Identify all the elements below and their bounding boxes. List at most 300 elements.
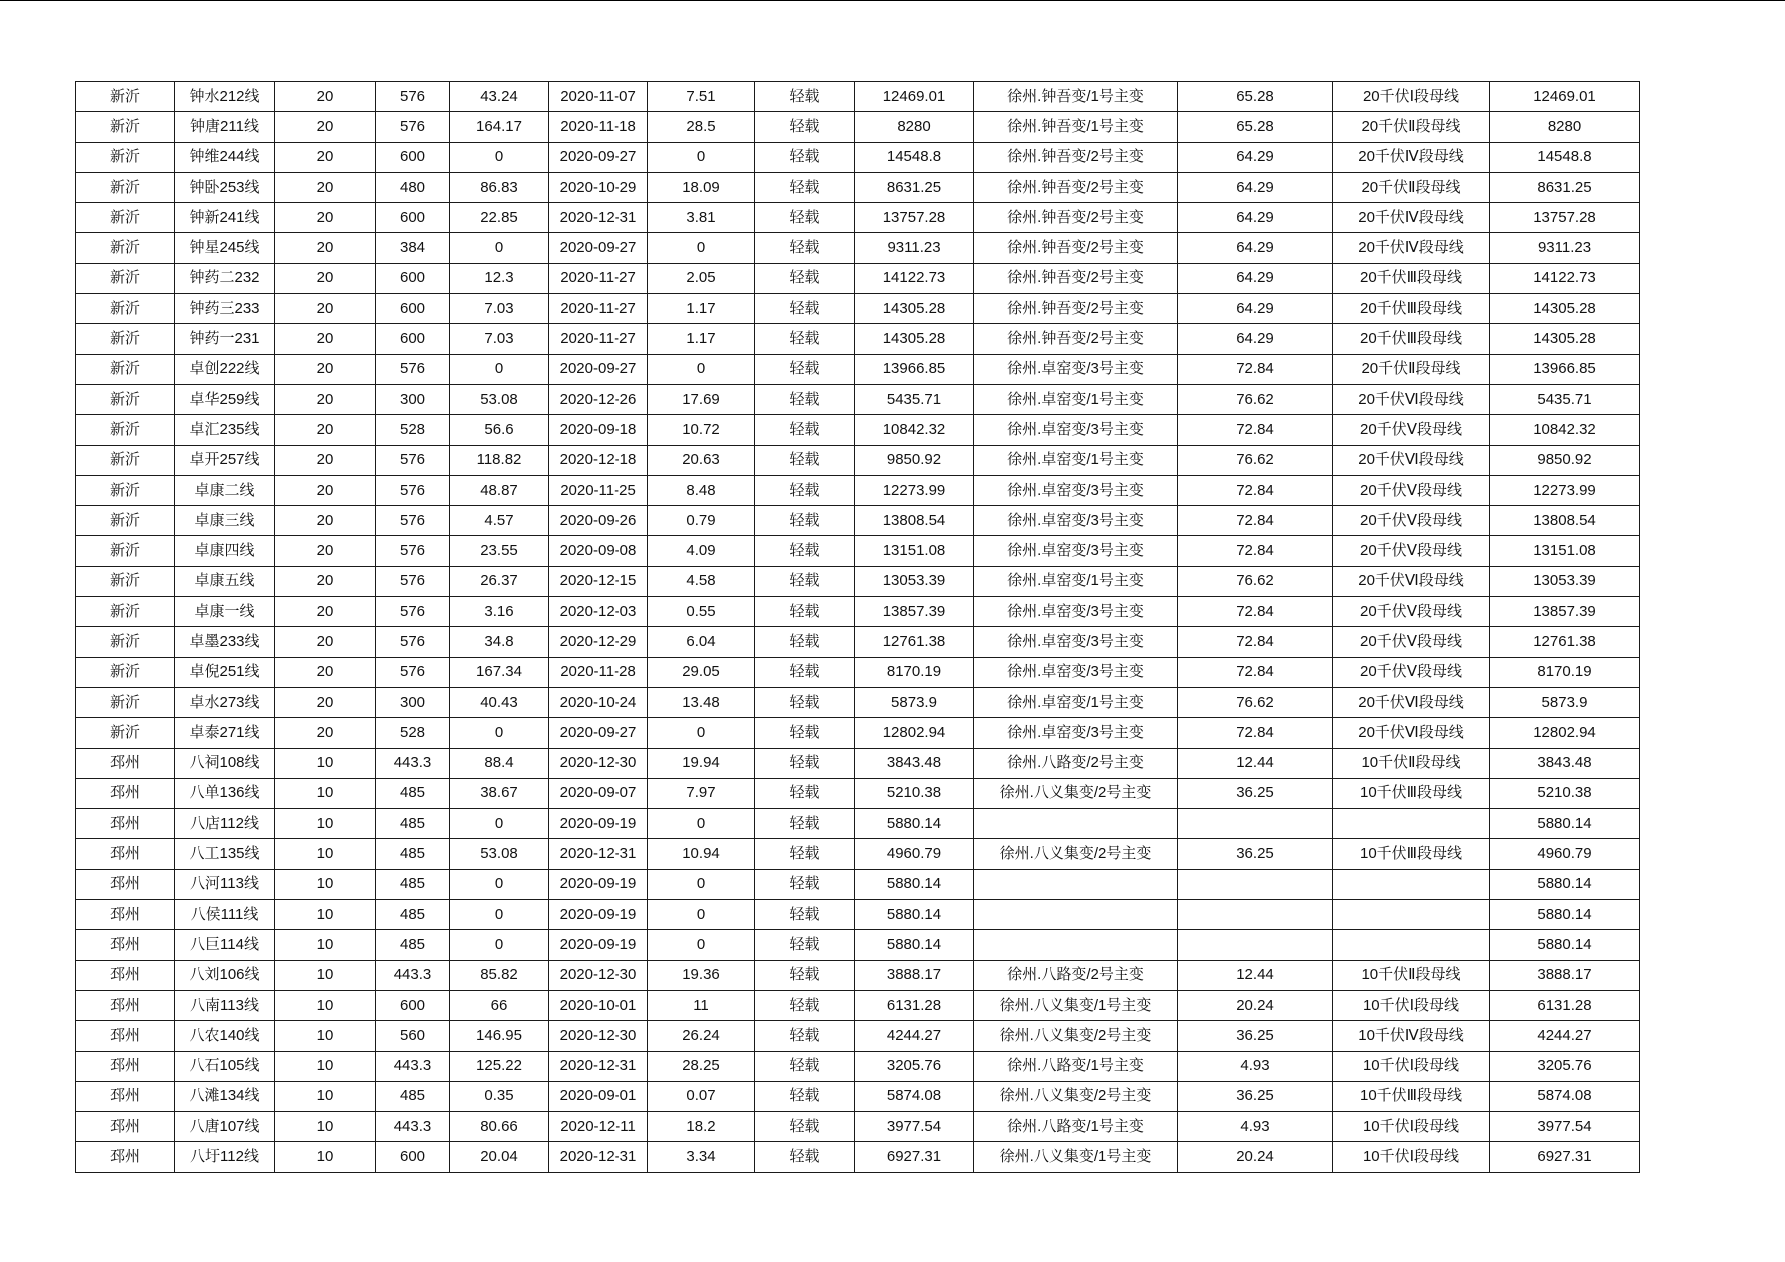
cell-voltage-level: 10 [275,778,376,808]
cell-line-name: 八河113线 [175,869,275,899]
cell-max-load: 0 [450,900,549,930]
cell-busbar-capacity: 9850.92 [1490,445,1640,475]
cell-voltage-level: 10 [275,809,376,839]
cell-max-load-date: 2020-09-08 [549,536,648,566]
cell-transformer-load-rate: 72.84 [1178,597,1333,627]
cell-max-load: 85.82 [450,960,549,990]
cell-load-rate: 20.63 [648,445,755,475]
cell-region: 新沂 [76,536,175,566]
cell-load-status: 轻载 [755,384,855,414]
cell-load-rate: 19.36 [648,960,755,990]
table-row [76,1081,1640,1111]
cell-substation-transformer: 徐州.钟吾变/1号主变 [974,82,1178,112]
cell-substation-transformer: 徐州.卓窑变/3号主变 [974,597,1178,627]
cell-region: 新沂 [76,172,175,202]
cell-remaining-capacity: 8170.19 [855,657,974,687]
cell-voltage-level: 20 [275,627,376,657]
cell-max-load: 56.6 [450,415,549,445]
cell-substation-transformer [974,900,1178,930]
cell-line-name: 卓开257线 [175,445,275,475]
cell-region: 新沂 [76,718,175,748]
cell-transformer-load-rate: 20.24 [1178,990,1333,1020]
cell-max-load-date: 2020-11-28 [549,657,648,687]
cell-voltage-level: 20 [275,718,376,748]
cell-line-name: 八刘106线 [175,960,275,990]
cell-region: 新沂 [76,566,175,596]
cell-busbar-capacity: 5880.14 [1490,869,1640,899]
cell-remaining-capacity: 12273.99 [855,475,974,505]
cell-substation-transformer: 徐州.八路变/1号主变 [974,1051,1178,1081]
cell-max-load: 20.04 [450,1142,549,1172]
cell-busbar-capacity: 4244.27 [1490,1021,1640,1051]
cell-capacity: 576 [376,536,450,566]
cell-max-load: 118.82 [450,445,549,475]
cell-transformer-load-rate: 36.25 [1178,1021,1333,1051]
cell-remaining-capacity: 13757.28 [855,203,974,233]
cell-load-status: 轻载 [755,657,855,687]
cell-load-status: 轻载 [755,748,855,778]
cell-busbar-capacity: 6131.28 [1490,990,1640,1020]
cell-region: 新沂 [76,506,175,536]
cell-remaining-capacity: 9850.92 [855,445,974,475]
cell-transformer-load-rate [1178,900,1333,930]
cell-busbar-capacity: 13053.39 [1490,566,1640,596]
cell-line-name: 钟药三233 [175,294,275,324]
cell-load-rate: 18.09 [648,172,755,202]
cell-load-status: 轻载 [755,809,855,839]
cell-region: 新沂 [76,445,175,475]
cell-max-load: 23.55 [450,536,549,566]
cell-voltage-level: 20 [275,294,376,324]
cell-load-rate: 8.48 [648,475,755,505]
cell-load-status: 轻载 [755,839,855,869]
cell-region: 邳州 [76,809,175,839]
cell-substation-transformer [974,869,1178,899]
table-row [76,1021,1640,1051]
cell-load-rate: 4.58 [648,566,755,596]
cell-max-load-date: 2020-09-26 [549,506,648,536]
cell-max-load-date: 2020-09-18 [549,415,648,445]
cell-region: 邳州 [76,839,175,869]
cell-voltage-level: 20 [275,415,376,445]
cell-busbar-section: 20千伏Ⅲ段母线 [1333,294,1490,324]
cell-max-load: 3.16 [450,597,549,627]
cell-region: 新沂 [76,384,175,414]
cell-load-rate: 0 [648,809,755,839]
cell-max-load: 167.34 [450,657,549,687]
cell-load-rate: 0.79 [648,506,755,536]
cell-busbar-capacity: 8170.19 [1490,657,1640,687]
cell-remaining-capacity: 5210.38 [855,778,974,808]
cell-load-status: 轻载 [755,627,855,657]
cell-remaining-capacity: 3977.54 [855,1112,974,1142]
table-row [76,687,1640,717]
cell-remaining-capacity: 3205.76 [855,1051,974,1081]
cell-region: 邳州 [76,869,175,899]
cell-substation-transformer: 徐州.钟吾变/2号主变 [974,294,1178,324]
cell-capacity: 600 [376,990,450,1020]
cell-busbar-section: 10千伏Ⅱ段母线 [1333,960,1490,990]
cell-capacity: 443.3 [376,1112,450,1142]
cell-busbar-section: 20千伏Ⅳ段母线 [1333,142,1490,172]
cell-transformer-load-rate: 72.84 [1178,506,1333,536]
cell-transformer-load-rate: 64.29 [1178,142,1333,172]
cell-region: 新沂 [76,354,175,384]
cell-region: 新沂 [76,263,175,293]
cell-substation-transformer: 徐州.卓窑变/1号主变 [974,687,1178,717]
cell-transformer-load-rate [1178,809,1333,839]
cell-max-load-date: 2020-12-31 [549,203,648,233]
cell-busbar-section [1333,809,1490,839]
cell-voltage-level: 20 [275,597,376,627]
cell-remaining-capacity: 14305.28 [855,324,974,354]
cell-load-status: 轻载 [755,142,855,172]
cell-voltage-level: 20 [275,172,376,202]
cell-max-load: 80.66 [450,1112,549,1142]
cell-region: 新沂 [76,142,175,172]
cell-region: 邳州 [76,990,175,1020]
cell-line-name: 钟药一231 [175,324,275,354]
cell-max-load-date: 2020-12-31 [549,1142,648,1172]
cell-load-status: 轻载 [755,172,855,202]
cell-busbar-capacity: 8631.25 [1490,172,1640,202]
cell-load-rate: 17.69 [648,384,755,414]
cell-busbar-section: 20千伏Ⅳ段母线 [1333,203,1490,233]
cell-busbar-capacity: 12469.01 [1490,82,1640,112]
cell-load-status: 轻载 [755,718,855,748]
cell-voltage-level: 10 [275,960,376,990]
cell-remaining-capacity: 5880.14 [855,930,974,960]
table-row [76,960,1640,990]
cell-transformer-load-rate: 72.84 [1178,415,1333,445]
cell-max-load: 66 [450,990,549,1020]
table-row [76,354,1640,384]
cell-voltage-level: 10 [275,869,376,899]
table-row [76,627,1640,657]
cell-remaining-capacity: 5873.9 [855,687,974,717]
cell-transformer-load-rate: 64.29 [1178,324,1333,354]
cell-capacity: 576 [376,597,450,627]
cell-substation-transformer: 徐州.卓窑变/3号主变 [974,354,1178,384]
cell-voltage-level: 20 [275,687,376,717]
cell-busbar-section: 20千伏Ⅰ段母线 [1333,82,1490,112]
cell-voltage-level: 10 [275,930,376,960]
cell-busbar-section: 10千伏Ⅰ段母线 [1333,1112,1490,1142]
cell-transformer-load-rate: 72.84 [1178,475,1333,505]
cell-capacity: 576 [376,566,450,596]
cell-capacity: 443.3 [376,1051,450,1081]
cell-region: 新沂 [76,597,175,627]
cell-capacity: 443.3 [376,960,450,990]
cell-line-name: 钟维244线 [175,142,275,172]
cell-region: 邳州 [76,900,175,930]
cell-line-name: 卓创222线 [175,354,275,384]
cell-busbar-capacity: 3977.54 [1490,1112,1640,1142]
cell-region: 新沂 [76,415,175,445]
cell-transformer-load-rate: 64.29 [1178,263,1333,293]
cell-remaining-capacity: 5880.14 [855,869,974,899]
cell-busbar-capacity: 13808.54 [1490,506,1640,536]
cell-capacity: 600 [376,203,450,233]
cell-load-status: 轻载 [755,1142,855,1172]
cell-busbar-capacity: 3205.76 [1490,1051,1640,1081]
cell-substation-transformer: 徐州.八义集变/1号主变 [974,990,1178,1020]
cell-busbar-capacity: 13966.85 [1490,354,1640,384]
cell-busbar-capacity: 6927.31 [1490,1142,1640,1172]
cell-busbar-capacity: 5874.08 [1490,1081,1640,1111]
cell-capacity: 576 [376,445,450,475]
cell-max-load: 43.24 [450,82,549,112]
cell-line-name: 钟星245线 [175,233,275,263]
cell-voltage-level: 20 [275,354,376,384]
cell-busbar-capacity: 13857.39 [1490,597,1640,627]
cell-line-name: 八滩134线 [175,1081,275,1111]
table-row [76,748,1640,778]
cell-load-status: 轻载 [755,1112,855,1142]
cell-busbar-section: 10千伏Ⅲ段母线 [1333,1081,1490,1111]
cell-line-name: 卓汇235线 [175,415,275,445]
table-row [76,415,1640,445]
cell-load-status: 轻载 [755,900,855,930]
cell-max-load: 0 [450,809,549,839]
cell-capacity: 576 [376,112,450,142]
cell-max-load-date: 2020-11-07 [549,82,648,112]
cell-load-status: 轻载 [755,294,855,324]
cell-max-load: 0 [450,869,549,899]
cell-load-status: 轻载 [755,324,855,354]
cell-substation-transformer: 徐州.八路变/2号主变 [974,748,1178,778]
cell-line-name: 八圩112线 [175,1142,275,1172]
cell-load-status: 轻载 [755,263,855,293]
cell-capacity: 528 [376,415,450,445]
cell-load-status: 轻载 [755,990,855,1020]
cell-busbar-section: 20千伏Ⅴ段母线 [1333,475,1490,505]
cell-voltage-level: 20 [275,506,376,536]
cell-voltage-level: 20 [275,263,376,293]
cell-busbar-capacity: 13151.08 [1490,536,1640,566]
cell-busbar-capacity: 9311.23 [1490,233,1640,263]
cell-substation-transformer: 徐州.卓窑变/3号主变 [974,718,1178,748]
table-row [76,233,1640,263]
cell-region: 新沂 [76,112,175,142]
cell-capacity: 528 [376,718,450,748]
cell-region: 邳州 [76,748,175,778]
cell-transformer-load-rate: 4.93 [1178,1051,1333,1081]
cell-transformer-load-rate: 36.25 [1178,778,1333,808]
cell-max-load: 53.08 [450,384,549,414]
cell-load-rate: 13.48 [648,687,755,717]
cell-transformer-load-rate: 36.25 [1178,839,1333,869]
cell-load-rate: 0 [648,930,755,960]
cell-max-load: 164.17 [450,112,549,142]
cell-busbar-section: 20千伏Ⅲ段母线 [1333,263,1490,293]
cell-busbar-section: 20千伏Ⅵ段母线 [1333,566,1490,596]
cell-capacity: 485 [376,809,450,839]
cell-max-load-date: 2020-12-31 [549,1051,648,1081]
cell-load-rate: 1.17 [648,294,755,324]
table-row [76,566,1640,596]
cell-max-load-date: 2020-09-27 [549,142,648,172]
top-rule [0,0,1785,1]
cell-busbar-section: 10千伏Ⅰ段母线 [1333,990,1490,1020]
cell-voltage-level: 20 [275,203,376,233]
cell-line-name: 钟唐211线 [175,112,275,142]
cell-max-load: 40.43 [450,687,549,717]
cell-max-load: 7.03 [450,324,549,354]
cell-substation-transformer [974,809,1178,839]
cell-transformer-load-rate: 72.84 [1178,354,1333,384]
cell-load-rate: 1.17 [648,324,755,354]
cell-capacity: 480 [376,172,450,202]
cell-capacity: 600 [376,142,450,172]
cell-line-name: 八祠108线 [175,748,275,778]
cell-max-load: 0.35 [450,1081,549,1111]
cell-capacity: 576 [376,354,450,384]
cell-substation-transformer: 徐州.卓窑变/3号主变 [974,657,1178,687]
cell-max-load-date: 2020-12-15 [549,566,648,596]
cell-busbar-capacity: 10842.32 [1490,415,1640,445]
cell-max-load: 0 [450,354,549,384]
cell-max-load-date: 2020-11-18 [549,112,648,142]
cell-max-load-date: 2020-12-30 [549,748,648,778]
cell-remaining-capacity: 14548.8 [855,142,974,172]
cell-remaining-capacity: 5435.71 [855,384,974,414]
cell-capacity: 485 [376,839,450,869]
cell-substation-transformer: 徐州.卓窑变/1号主变 [974,566,1178,596]
cell-voltage-level: 20 [275,233,376,263]
cell-transformer-load-rate: 65.28 [1178,112,1333,142]
cell-busbar-capacity: 13757.28 [1490,203,1640,233]
cell-max-load-date: 2020-09-07 [549,778,648,808]
cell-capacity: 300 [376,687,450,717]
cell-load-status: 轻载 [755,869,855,899]
cell-remaining-capacity: 3843.48 [855,748,974,778]
cell-load-status: 轻载 [755,566,855,596]
cell-busbar-capacity: 3888.17 [1490,960,1640,990]
cell-busbar-section [1333,869,1490,899]
cell-capacity: 560 [376,1021,450,1051]
cell-load-rate: 3.34 [648,1142,755,1172]
cell-busbar-section: 20千伏Ⅵ段母线 [1333,445,1490,475]
cell-remaining-capacity: 13808.54 [855,506,974,536]
table-row [76,203,1640,233]
cell-substation-transformer: 徐州.八义集变/2号主变 [974,778,1178,808]
cell-max-load-date: 2020-12-18 [549,445,648,475]
cell-load-rate: 7.51 [648,82,755,112]
cell-busbar-section [1333,930,1490,960]
cell-transformer-load-rate: 64.29 [1178,203,1333,233]
cell-load-status: 轻载 [755,475,855,505]
cell-transformer-load-rate: 12.44 [1178,960,1333,990]
cell-load-rate: 0 [648,354,755,384]
cell-voltage-level: 20 [275,324,376,354]
cell-voltage-level: 20 [275,112,376,142]
cell-substation-transformer: 徐州.卓窑变/3号主变 [974,536,1178,566]
cell-load-status: 轻载 [755,778,855,808]
cell-remaining-capacity: 13053.39 [855,566,974,596]
table-row [76,1142,1640,1172]
cell-transformer-load-rate: 64.29 [1178,172,1333,202]
cell-busbar-capacity: 3843.48 [1490,748,1640,778]
table-row [76,839,1640,869]
table-row [76,809,1640,839]
cell-region: 新沂 [76,324,175,354]
cell-busbar-section: 10千伏Ⅳ段母线 [1333,1021,1490,1051]
cell-remaining-capacity: 14122.73 [855,263,974,293]
cell-remaining-capacity: 8280 [855,112,974,142]
cell-remaining-capacity: 8631.25 [855,172,974,202]
cell-busbar-capacity: 5880.14 [1490,809,1640,839]
cell-load-status: 轻载 [755,1051,855,1081]
cell-load-rate: 10.72 [648,415,755,445]
cell-region: 新沂 [76,82,175,112]
cell-voltage-level: 10 [275,1081,376,1111]
cell-remaining-capacity: 14305.28 [855,294,974,324]
cell-load-status: 轻载 [755,536,855,566]
cell-remaining-capacity: 12469.01 [855,82,974,112]
cell-busbar-section: 20千伏Ⅵ段母线 [1333,687,1490,717]
cell-max-load: 12.3 [450,263,549,293]
table-row [76,990,1640,1020]
cell-voltage-level: 20 [275,82,376,112]
cell-substation-transformer: 徐州.钟吾变/2号主变 [974,203,1178,233]
cell-line-name: 卓康四线 [175,536,275,566]
cell-load-status: 轻载 [755,203,855,233]
cell-substation-transformer: 徐州.钟吾变/1号主变 [974,112,1178,142]
cell-remaining-capacity: 6131.28 [855,990,974,1020]
table-row [76,384,1640,414]
cell-busbar-capacity: 14305.28 [1490,324,1640,354]
cell-remaining-capacity: 13966.85 [855,354,974,384]
cell-busbar-section: 10千伏Ⅲ段母线 [1333,778,1490,808]
cell-region: 新沂 [76,203,175,233]
cell-transformer-load-rate: 76.62 [1178,566,1333,596]
cell-remaining-capacity: 13151.08 [855,536,974,566]
cell-substation-transformer: 徐州.卓窑变/1号主变 [974,445,1178,475]
cell-substation-transformer: 徐州.八路变/2号主变 [974,960,1178,990]
cell-max-load: 125.22 [450,1051,549,1081]
cell-busbar-capacity: 5210.38 [1490,778,1640,808]
cell-capacity: 576 [376,627,450,657]
cell-max-load-date: 2020-10-24 [549,687,648,717]
cell-busbar-section: 20千伏Ⅱ段母线 [1333,354,1490,384]
cell-capacity: 600 [376,294,450,324]
cell-max-load-date: 2020-10-29 [549,172,648,202]
cell-max-load-date: 2020-12-31 [549,839,648,869]
cell-busbar-section: 20千伏Ⅱ段母线 [1333,172,1490,202]
cell-substation-transformer: 徐州.八义集变/2号主变 [974,1021,1178,1051]
cell-transformer-load-rate: 72.84 [1178,627,1333,657]
cell-max-load: 34.8 [450,627,549,657]
cell-voltage-level: 10 [275,1051,376,1081]
cell-region: 新沂 [76,627,175,657]
cell-max-load: 0 [450,718,549,748]
cell-remaining-capacity: 12802.94 [855,718,974,748]
table-row [76,1112,1640,1142]
cell-line-name: 八唐107线 [175,1112,275,1142]
cell-max-load: 146.95 [450,1021,549,1051]
cell-capacity: 576 [376,475,450,505]
cell-load-status: 轻载 [755,354,855,384]
cell-voltage-level: 10 [275,1112,376,1142]
cell-line-name: 卓倪251线 [175,657,275,687]
table-row [76,869,1640,899]
cell-max-load-date: 2020-12-30 [549,1021,648,1051]
cell-transformer-load-rate: 12.44 [1178,748,1333,778]
cell-max-load-date: 2020-09-19 [549,809,648,839]
cell-max-load-date: 2020-11-25 [549,475,648,505]
cell-busbar-capacity: 5435.71 [1490,384,1640,414]
